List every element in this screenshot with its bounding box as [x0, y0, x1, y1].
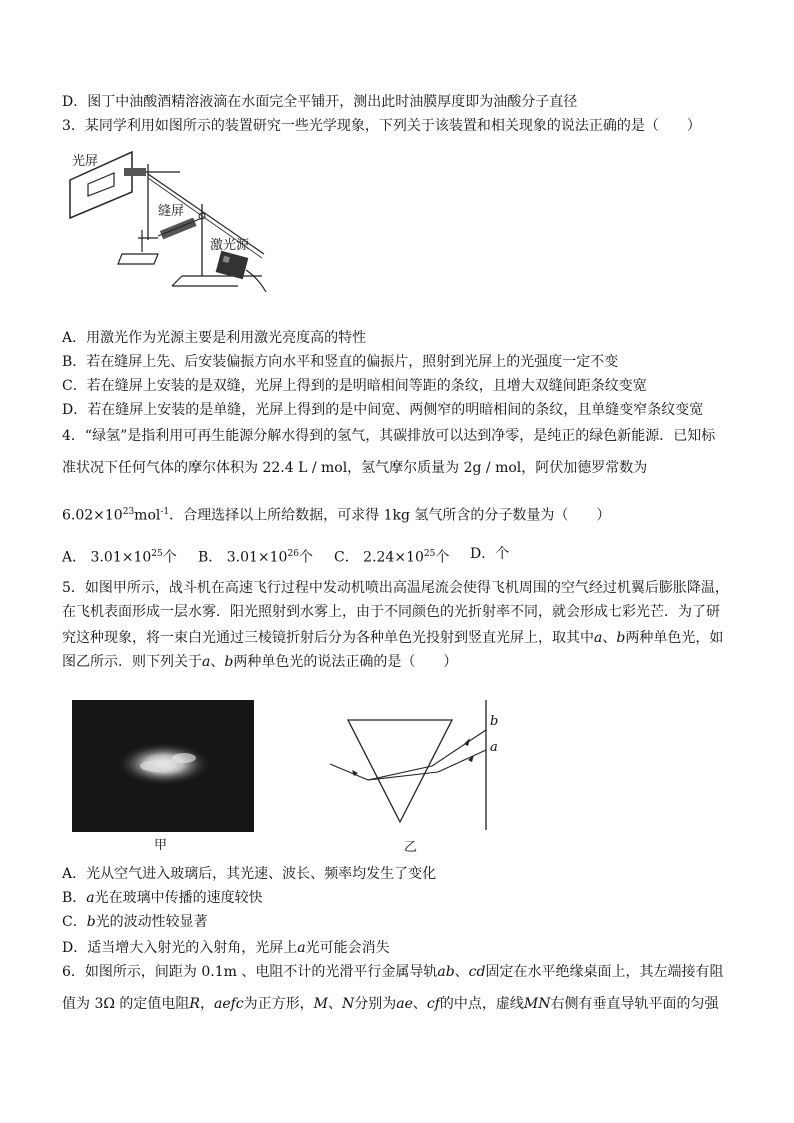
q5-option-c: C．b光的波动性较显著: [62, 914, 208, 930]
q5-line-1: 5．如图甲所示，战斗机在高速飞行过程中发动机喷出高温尾流会使得飞机周围的空气经过机翼后膨胀降温，: [62, 580, 729, 596]
caption-jia: 甲: [154, 838, 168, 853]
q4-line-1: 4．“绿氢”是指利用可再生能源分解水得到的氢气，其碳排放可以达到净零，是纯正的绿色新能源．已知标: [62, 428, 716, 444]
q5-option-b: B．a光在玻璃中传播的速度较快: [62, 890, 263, 906]
q2-option-d: D．图丁中油酸酒精溶液滴在水面完全平铺开，测出此时油膜厚度即为油酸分子直径: [62, 94, 578, 110]
q5-line-2: 在飞机表面形成一层水雾．阳光照射到水雾上，由于不同颜色的光折射率不同，就会形成七彩光芒．为了研: [62, 604, 720, 620]
q4-option-b: B． $3.01\times 10^{26}$个: [198, 549, 313, 566]
slit-clamp-shape: [160, 218, 197, 240]
incident-ray-shape: [330, 764, 368, 780]
q4-line-2: 准状况下任何气体的摩尔体积为 22.4 L / mol，氢气摩尔质量为 2g / mol，阿伏加德罗常数为: [62, 460, 648, 476]
ray-b-shape: [432, 730, 486, 766]
q6-line-1: 6．如图所示，间距为 0.1m 、电阻不计的光滑平行金属导轨ab、cd固定在水平绝缘桌面上，其左端接有阻: [62, 964, 724, 980]
q5-option-d: D．适当增大入射光的入射角，光屏上a光可能会消失: [62, 940, 390, 956]
label-slit-screen: 缝屏: [158, 204, 185, 219]
q3-stem: 3．某同学利用如图所示的装置研究一些光学现象，下列关于该装置和相关现象的说法正确的是（ ）: [62, 118, 701, 134]
screen-clamp-shape: [124, 168, 146, 176]
q3-option-b: B．若在缝屏上先、后安装偏振方向水平和竖直的偏振片，照射到光屏上的光强度一定不变: [62, 354, 619, 370]
q5-jet-photo-figure: [72, 700, 254, 832]
slit-base-shape: [118, 254, 158, 264]
q3-option-c: C．若在缝屏上安装的是双缝，光屏上得到的是明暗相间等距的条纹，且增大双缝间距条纹变宽: [62, 378, 647, 394]
label-ray-b: b: [490, 714, 499, 729]
q5-line-4: 图乙所示．则下列关于a、b两种单色光的说法正确的是（ ）: [62, 654, 458, 670]
caption-yi: 乙: [404, 840, 418, 855]
q6-line-2: 值为 3Ω 的定值电阻R，aefc为正方形，M、N分别为ae、cf的中点，虚线MN右侧有垂直导轨平面的匀强: [62, 996, 719, 1012]
laser-source-shape: [216, 251, 249, 279]
prism-shape: [348, 720, 452, 822]
q4-option-d: D．个: [470, 546, 510, 562]
label-laser-source: 激光源: [210, 238, 250, 253]
label-ray-a: a: [490, 740, 498, 755]
q3-option-a: A．用激光作为光源主要是利用激光亮度高的特性: [62, 330, 367, 346]
q3-option-d: D．若在缝屏上安装的是单缝，光屏上得到的是中间宽、两侧窄的明暗相间的条纹，且单缝变窄条纹变宽: [62, 402, 704, 418]
q5-prism-figure: [322, 700, 502, 832]
ray-a-shape: [438, 750, 486, 772]
q5-line-3: 究这种现象，将一束白光通过三棱镜折射后分为各种单色光投射到竖直光屏上，取其中a、b两种单色光，如: [62, 630, 724, 646]
q4-option-c: C． $2.24\times 10^{25}$个: [334, 549, 450, 566]
q5-option-a: A．光从空气进入玻璃后，其光速、波长、频率均发生了变化: [62, 866, 437, 882]
q4-line-3: $6.02\times 10^{23}mol^{-1}$．合理选择以上所给数据，可求得 1kg 氢气所含的分子数量为（ ）: [62, 507, 611, 524]
label-light-screen: 光屏: [72, 154, 99, 169]
q4-option-a: A． $3.01\times 10^{25}$个: [62, 549, 177, 566]
